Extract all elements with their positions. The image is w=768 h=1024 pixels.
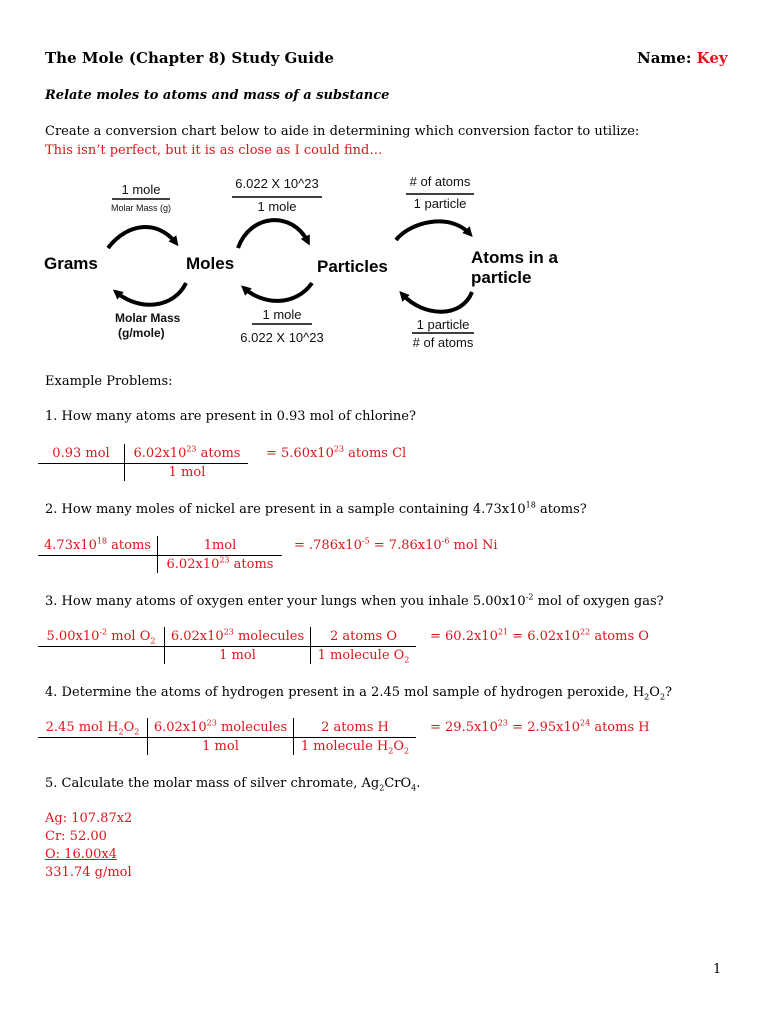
q4-d3: 1 molecule $H_2O_2$	[300, 739, 410, 756]
f1-denominator: Molar Mass (g)	[110, 203, 171, 213]
q1-question: 1. How many atoms are present in 0.93 mol of chlorine?	[45, 409, 416, 424]
q3-question: 3. How many atoms of oxygen enter your lungs when you inhale $5.00x10^{-2}$ mol of oxygen gas?	[45, 592, 664, 609]
node-particles: Particles	[317, 257, 388, 276]
f6-numerator: 1 particle	[416, 317, 470, 332]
f4-line1: Molar Mass	[115, 311, 181, 325]
q5-line-cr: Cr: 52.00	[45, 829, 107, 844]
q2-result: = $.786x10^{-5} = 7.86x10^{-6}$ mol Ni	[294, 536, 498, 553]
f2-denominator: 1 mole	[257, 199, 297, 214]
q2-d2: $6.02x10^{23}$ atoms	[166, 555, 274, 572]
q3-d3: 1 molecule $O_2$	[317, 648, 410, 665]
arrow-atoms-to-particles	[402, 292, 472, 312]
f3-denominator: 1 particle	[413, 196, 467, 211]
page-title: The Mole (Chapter 8) Study Guide	[45, 49, 334, 67]
q5-line-o: O: 16.00x4	[45, 847, 117, 862]
q5-total: 331.74 g/mol	[45, 865, 132, 880]
q2-c1: $4.73x10^{18}$ atoms	[44, 536, 151, 553]
q4-c3: 2 atoms H	[321, 720, 389, 735]
name-value: Key	[696, 49, 728, 67]
q4-result: = $29.5x10^{23} = 2.95x10^{24}$ atoms H	[430, 718, 650, 735]
arrow-grams-to-moles	[108, 227, 176, 248]
q5-line-ag: Ag: 107.87x2	[45, 811, 133, 826]
q2-question: 2. How many moles of nickel are present in a sample containing $4.73x10^{18}$ atoms?	[45, 500, 587, 517]
node-moles: Moles	[186, 254, 235, 273]
arrow-particles-to-atoms	[396, 221, 470, 240]
f3-numerator: # of atoms	[409, 174, 471, 189]
page-number: 1	[713, 962, 722, 977]
instruction-text: Create a conversion chart below to aide in determining which conversion factor to utilize:	[45, 124, 640, 139]
q3-c2: $6.02x10^{23}$ molecules	[170, 627, 305, 644]
section-heading: Relate moles to atoms and mass of a substance	[45, 88, 390, 103]
q4-d2: 1 mol	[202, 739, 239, 754]
q3-c1: $5.00x10^{-2}$ mol $O_2$	[46, 627, 156, 646]
arrow-particles-to-moles	[244, 283, 312, 301]
f5-denominator: 6.022 X 10^23	[240, 330, 324, 345]
q2-c2: 1mol	[203, 538, 237, 553]
f4-line2: (g/mole)	[118, 326, 165, 340]
note-text: This isn’t perfect, but it is as close as I could find…	[45, 143, 383, 158]
q4-c1: 2.45 mol $H_2O_2$	[45, 720, 140, 737]
q1-c1: 0.93 mol	[52, 446, 110, 461]
node-atoms-line1: Atoms in a	[471, 248, 558, 267]
node-atoms-line2: particle	[471, 268, 532, 287]
q1-result: = $5.60x10^{23}$ atoms Cl	[266, 444, 407, 461]
examples-heading: Example Problems:	[45, 374, 173, 389]
q3-c3: 2 atoms O	[330, 629, 397, 644]
arrow-moles-to-grams	[116, 283, 186, 305]
name-label: Name:	[637, 49, 692, 67]
q4-c2: $6.02x10^{23}$ molecules	[153, 718, 288, 735]
q4-question: 4. Determine the atoms of hydrogen present in a 2.45 mol sample of hydrogen peroxide, $H_2O_2$?	[45, 685, 673, 702]
f6-denominator: # of atoms	[412, 335, 474, 350]
f5-numerator: 1 mole	[262, 307, 302, 322]
q5-question: 5. Calculate the molar mass of silver chromate, $Ag_2CrO_4$.	[45, 776, 421, 793]
f2-numerator: 6.022 X 10^23	[235, 176, 319, 191]
q1-c2: $6.02x10^{23}$ atoms	[133, 444, 241, 461]
q1-d2: 1 mol	[168, 465, 206, 480]
f1-numerator: 1 mole	[121, 182, 161, 197]
arrow-moles-to-particles	[238, 220, 308, 248]
name-field	[637, 49, 728, 67]
node-grams: Grams	[44, 254, 98, 273]
q3-result: = $60.2x10^{21} = 6.02x10^{22}$ atoms O	[430, 627, 649, 644]
q3-d2: 1 mol	[219, 648, 256, 663]
